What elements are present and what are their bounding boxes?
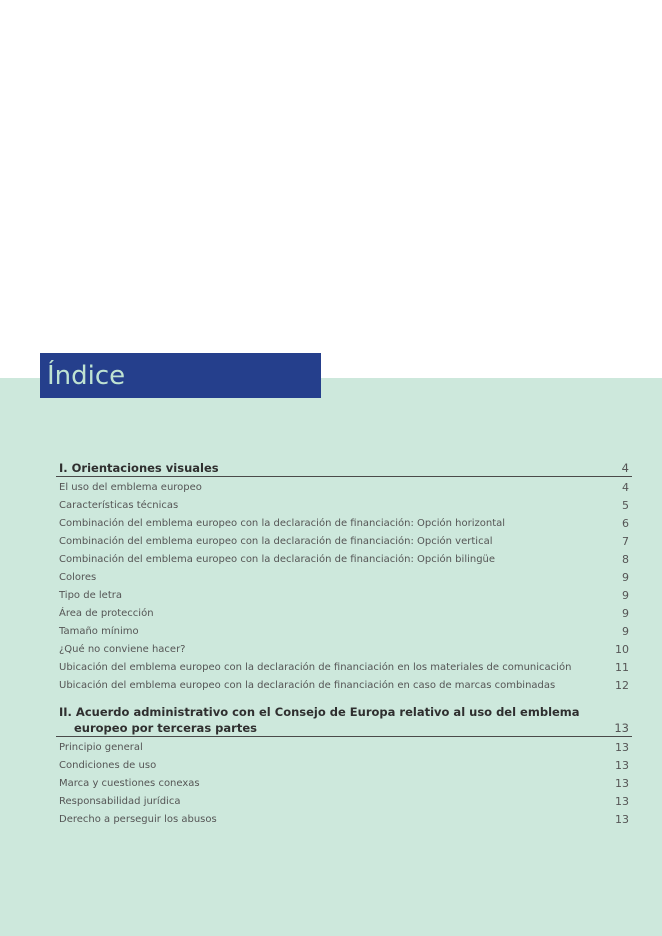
toc-entry-label: Marca y cuestiones conexas	[59, 778, 200, 789]
toc-section-title: I. Orientaciones visuales	[59, 461, 219, 475]
toc-section-heading[interactable]	[56, 460, 632, 477]
toc-entry-label: Características técnicas	[59, 500, 179, 511]
toc-section-title: II. Acuerdo administrativo con el Consejo de Europa relativo al uso del emblema	[59, 705, 580, 719]
title-banner	[40, 353, 321, 398]
toc-entry[interactable]	[56, 533, 632, 551]
toc-entry-page: 9	[622, 589, 629, 602]
toc-entry-label: Colores	[59, 572, 97, 583]
toc-entry[interactable]	[56, 641, 632, 659]
toc-entry-page: 13	[615, 813, 629, 826]
toc-entry-label: Combinación del emblema europeo con la declaración de financiación: Opción horizontal	[59, 518, 506, 529]
toc-section-page: 13	[614, 721, 629, 735]
toc-entry[interactable]	[56, 605, 632, 623]
toc-entry-label: Condiciones de uso	[59, 760, 157, 771]
toc-entry-label: Responsabilidad jurídica	[59, 796, 181, 807]
toc-entry-page: 13	[615, 741, 629, 754]
toc-entry-label: ¿Qué no conviene hacer?	[59, 644, 186, 655]
table-of-contents	[56, 460, 632, 829]
toc-entry-page: 9	[622, 607, 629, 620]
toc-entry[interactable]	[56, 551, 632, 569]
toc-entry-label: Derecho a perseguir los abusos	[59, 814, 217, 825]
toc-entry[interactable]	[56, 677, 632, 695]
toc-entry[interactable]	[56, 659, 632, 677]
toc-entry[interactable]	[56, 587, 632, 605]
toc-section-page: 4	[621, 461, 629, 475]
toc-entry[interactable]	[56, 497, 632, 515]
toc-entry-label: Principio general	[59, 742, 143, 753]
toc-entry[interactable]	[56, 515, 632, 533]
toc-entry-page: 13	[615, 795, 629, 808]
toc-entry-label: Combinación del emblema europeo con la declaración de financiación: Opción bilingüe	[59, 554, 496, 565]
toc-entry[interactable]	[56, 739, 632, 757]
toc-entry-label: Tamaño mínimo	[59, 626, 139, 637]
toc-entry-page: 9	[622, 571, 629, 584]
toc-entry-page: 13	[615, 759, 629, 772]
toc-entry-label: Ubicación del emblema europeo con la declaración de financiación en caso de marcas combinadas	[59, 680, 556, 691]
toc-entry-label: Ubicación del emblema europeo con la declaración de financiación en los materiales de comunicación	[59, 662, 572, 673]
page-title: Índice	[47, 361, 126, 391]
toc-entry-label: Combinación del emblema europeo con la declaración de financiación: Opción vertical	[59, 536, 493, 547]
toc-entry-label: Tipo de letra	[59, 590, 122, 601]
toc-entry[interactable]	[56, 775, 632, 793]
toc-entry[interactable]	[56, 623, 632, 641]
toc-entry-page: 5	[622, 499, 629, 512]
toc-entry-label: El uso del emblema europeo	[59, 482, 202, 493]
toc-section-title-continued: europeo por terceras partes	[74, 721, 257, 735]
toc-entry-label: Área de protección	[59, 608, 154, 619]
toc-entry-page: 10	[615, 643, 629, 656]
toc-entry-page: 8	[622, 553, 629, 566]
toc-entry-page: 9	[622, 625, 629, 638]
toc-entry-page: 12	[615, 679, 629, 692]
toc-section-heading[interactable]	[56, 704, 632, 737]
toc-entry-page: 4	[622, 481, 629, 494]
toc-entry[interactable]	[56, 479, 632, 497]
toc-entry-page: 7	[622, 535, 629, 548]
toc-entry[interactable]	[56, 757, 632, 775]
toc-entry-page: 13	[615, 777, 629, 790]
toc-entry[interactable]	[56, 793, 632, 811]
toc-entry-page: 11	[615, 661, 629, 674]
toc-entry[interactable]	[56, 569, 632, 587]
toc-entry[interactable]	[56, 811, 632, 829]
toc-entry-page: 6	[622, 517, 629, 530]
